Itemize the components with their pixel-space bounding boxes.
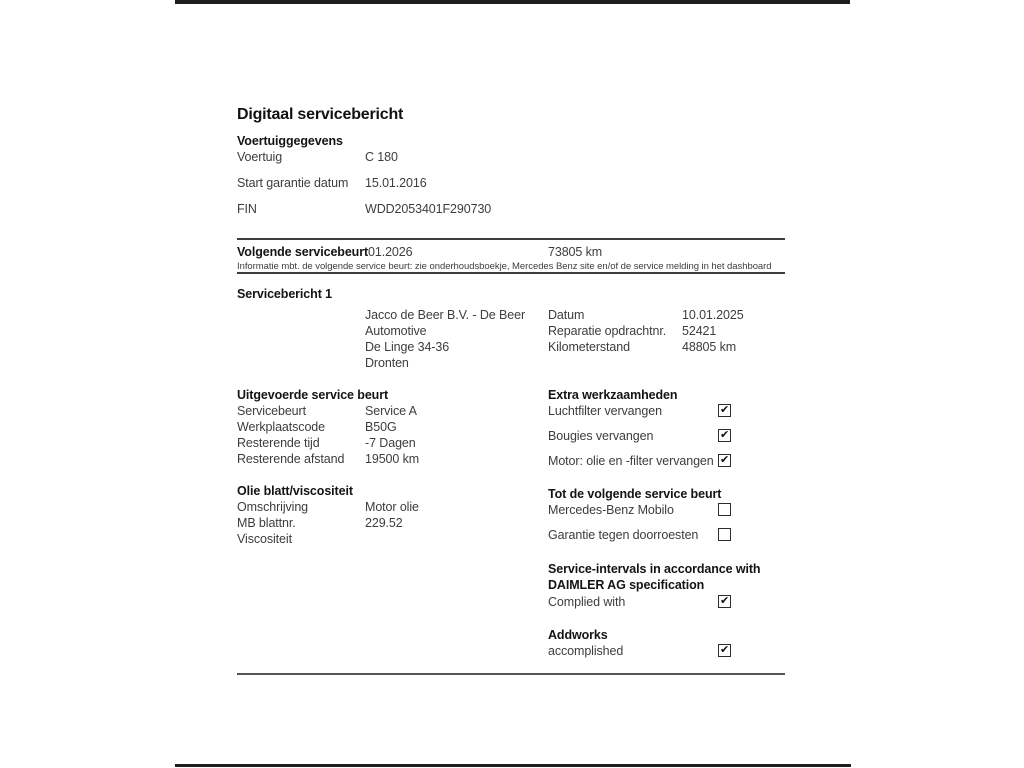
until-next-service-section <box>548 486 731 552</box>
checkbox-row <box>548 428 731 444</box>
service-intervals-heading-line1: Service-intervals in accordance with <box>548 562 761 576</box>
dealer-street: De Linge 34-36 <box>365 340 450 354</box>
table-row <box>237 435 527 451</box>
performed-service-heading: Uitgevoerde service beurt <box>237 388 389 402</box>
dealer-name-line: Jacco de Beer B.V. - De Beer <box>365 308 526 322</box>
table-row <box>548 339 744 355</box>
row-label: FIN <box>237 202 257 216</box>
top-border-bar <box>175 0 850 4</box>
row-value: C 180 <box>365 150 398 164</box>
row-value: -7 Dagen <box>365 436 416 450</box>
vehicle-section-heading: Voertuiggegevens <box>237 134 343 148</box>
row-label: Voertuig <box>237 150 283 164</box>
service-intervals-heading-line2: DAIMLER AG specification <box>548 578 705 592</box>
row-label: Resterende afstand <box>237 452 345 466</box>
row-value: Service A <box>365 404 417 418</box>
row-value: 10.01.2025 <box>682 308 744 322</box>
oil-section <box>237 483 527 547</box>
checkbox-row <box>548 403 731 419</box>
vehicle-rows <box>237 149 491 217</box>
dealer-address-block <box>365 307 545 371</box>
checkbox-checked-icon: ✔ <box>719 429 730 441</box>
divider-line <box>237 272 785 274</box>
checkbox-checked-icon: ✔ <box>719 404 730 416</box>
table-row <box>237 451 527 467</box>
row-label: Omschrijving <box>237 500 309 514</box>
next-service-info-note: Informatie mbt. de volgende service beurt: zie onderhoudsboekje, Mercedes Benz site en/of de service melding in het dashboard <box>237 261 772 272</box>
next-service-date: 01.2026 <box>368 245 413 259</box>
table-row <box>237 499 527 515</box>
table-row <box>237 403 527 419</box>
checkbox-checked-icon: ✔ <box>719 454 730 466</box>
checkbox-row <box>548 502 731 518</box>
page-title: Digitaal servicebericht <box>237 106 404 123</box>
checkbox-unchecked-icon <box>718 503 731 516</box>
table-row <box>237 149 491 165</box>
row-value: 15.01.2016 <box>365 176 427 190</box>
table-row <box>548 323 744 339</box>
next-service-mileage: 73805 km <box>548 245 603 259</box>
table-row <box>237 531 527 547</box>
report-details-block <box>548 307 744 355</box>
dealer-city: Dronten <box>365 356 409 370</box>
performed-service-section <box>237 387 527 467</box>
next-service-row <box>237 244 785 260</box>
checkbox-row <box>548 527 731 543</box>
row-label: MB blattnr. <box>237 516 296 530</box>
divider-line <box>237 673 785 675</box>
row-label: Reparatie opdrachtnr. <box>548 324 667 338</box>
checkbox-label: Luchtfilter vervangen <box>548 404 662 418</box>
row-value: Motor olie <box>365 500 419 514</box>
checkbox-label: Garantie tegen doorroesten <box>548 528 699 542</box>
table-row <box>237 201 491 217</box>
extra-work-section <box>548 387 731 478</box>
row-label: Start garantie datum <box>237 176 349 190</box>
row-value: WDD2053401F290730 <box>365 202 492 216</box>
checkbox-checked-icon: ✔ <box>719 595 730 607</box>
row-value: 19500 km <box>365 452 420 466</box>
row-value: B50G <box>365 420 397 434</box>
service-intervals-section <box>548 561 761 619</box>
checkbox-label: Motor: olie en -filter vervangen <box>548 454 714 468</box>
row-value: 52421 <box>682 324 717 338</box>
row-label: Datum <box>548 308 585 322</box>
checkbox-label: accomplished <box>548 644 624 658</box>
row-label: Servicebeurt <box>237 404 306 418</box>
divider-line <box>237 238 785 240</box>
table-row <box>237 515 527 531</box>
row-value: 229.52 <box>365 516 403 530</box>
checkbox-row <box>548 453 731 469</box>
table-row <box>237 419 527 435</box>
row-label: Viscositeit <box>237 532 292 546</box>
checkbox-row <box>548 594 731 610</box>
until-next-service-heading: Tot de volgende service beurt <box>548 487 722 501</box>
service-report-heading: Servicebericht 1 <box>237 287 332 301</box>
checkbox-label: Mercedes-Benz Mobilo <box>548 503 674 517</box>
row-label: Werkplaatscode <box>237 420 325 434</box>
checkbox-label: Bougies vervangen <box>548 429 654 443</box>
addworks-section <box>548 627 731 668</box>
vehicle-data-section <box>237 133 491 227</box>
addworks-heading: Addworks <box>548 628 608 642</box>
row-label: Kilometerstand <box>548 340 630 354</box>
row-value: 48805 km <box>682 340 737 354</box>
dealer-name-line: Automotive <box>365 324 427 338</box>
extra-work-heading: Extra werkzaamheden <box>548 388 678 402</box>
next-service-heading: Volgende servicebeurt <box>237 245 369 259</box>
checkbox-row <box>548 643 731 659</box>
checkbox-checked-icon: ✔ <box>719 644 730 656</box>
table-row <box>237 175 491 191</box>
row-label: Resterende tijd <box>237 436 320 450</box>
checkbox-unchecked-icon <box>718 528 731 541</box>
checkbox-label: Complied with <box>548 595 626 609</box>
bottom-border-bar <box>175 764 851 767</box>
oil-section-heading: Olie blatt/viscositeit <box>237 484 353 498</box>
table-row <box>548 307 744 323</box>
